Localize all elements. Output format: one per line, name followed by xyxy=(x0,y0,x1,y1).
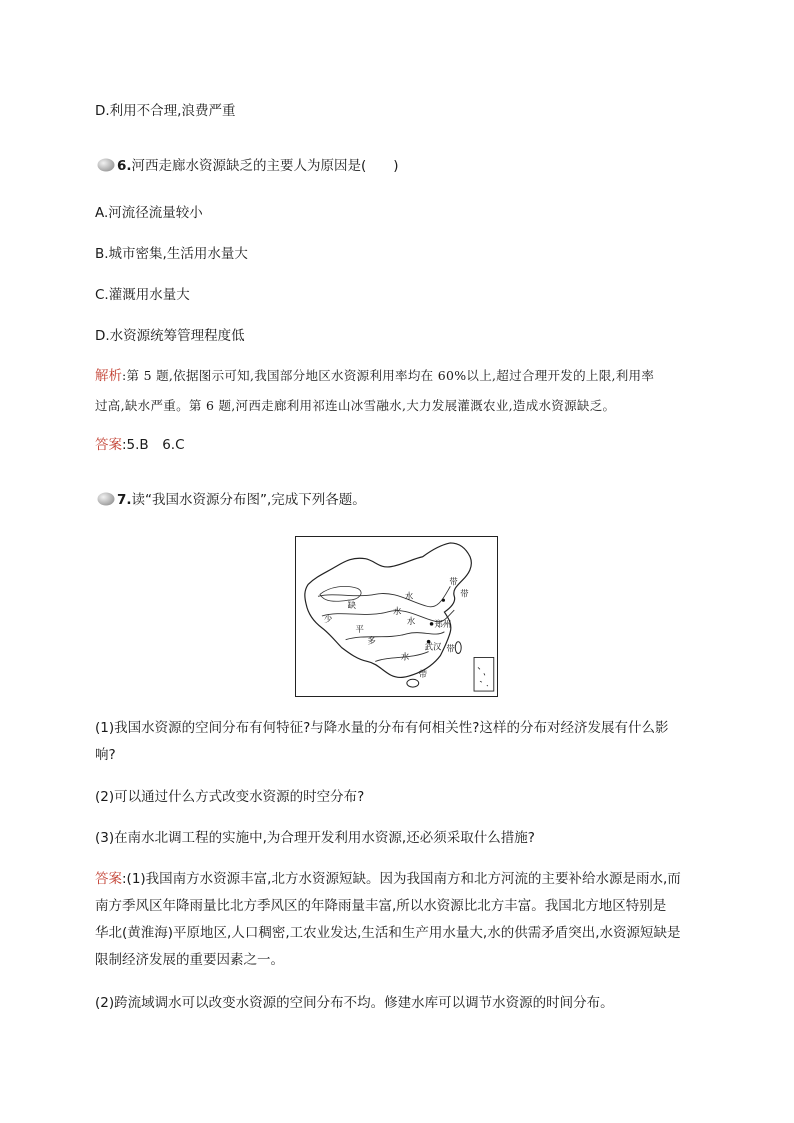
q6-option-d: D.水资源统筹管理程度低 xyxy=(95,328,245,344)
q7-sub3: (3)在南水北调工程的实施中,为合理开发利用水资源,还必须采取什么措施? xyxy=(95,830,535,846)
q6-stem-line xyxy=(97,157,399,175)
q7-sub2: (2)可以通过什么方式改变水资源的时空分布? xyxy=(95,789,365,805)
answer-7-text-1: :(1)我国南方水资源丰富,北方水资源短缺。因为我国南方和北方河流的主要补给水源是雨水,而 xyxy=(122,871,681,887)
answer-7-line-3: 华北(黄淮海)平原地区,人口稠密,工农业发达,生活和生产用水量大,水的供需矛盾突出,水资源短缺是 xyxy=(95,925,681,941)
q6-option-b: B.城市密集,生活用水量大 xyxy=(95,246,248,262)
map-label-shui-1: 水 xyxy=(404,591,414,602)
explanation-text-1: :第 5 题,依据图示可知,我国部分地区水资源利用率均在 60%以上,超过合理开发的上限,利用率 xyxy=(122,368,655,383)
q7-number: 7. xyxy=(117,492,132,508)
map-label-dai-1: 带 xyxy=(449,576,458,587)
answer-7-label: 答案 xyxy=(95,871,122,887)
map-label-zhengzhou: 郑州 xyxy=(434,618,452,629)
china-outline xyxy=(305,543,472,680)
map-label-dai-2: 带 xyxy=(460,588,469,599)
answer-56-label: 答案 xyxy=(95,437,122,453)
zhengzhou-marker xyxy=(430,622,434,626)
q6-stem: 河西走廊水资源缺乏的主要人为原因是( ) xyxy=(131,158,399,174)
explanation-line-2: 过高,缺水严重。第 6 题,河西走廊利用祁连山冰雪融水,大力发展灌溉农业,造成水资源缺乏。 xyxy=(95,398,616,413)
map-label-dai-3: 带 xyxy=(446,643,455,654)
inner-region xyxy=(320,586,361,601)
map-label-wuhan: 武汉 xyxy=(424,641,442,652)
answer-7-line-4: 限制经济发展的重要因素之一。 xyxy=(95,952,284,968)
map-label-shui-4: 水 xyxy=(400,651,410,662)
answer-7-line-2: 南方季风区年降雨量比北方季风区的年降雨量丰富,所以水资源比北方丰富。我国北方地区特别是 xyxy=(95,898,667,914)
map-label-que: 缺 xyxy=(347,600,356,611)
hainan-island xyxy=(407,679,419,687)
map-label-shui-2: 水 xyxy=(393,606,402,617)
question-marker-icon xyxy=(97,492,115,506)
answer-7-line-5: (2)跨流域调水可以改变水资源的空间分布不均。修建水库可以调节水资源的时间分布。 xyxy=(95,995,614,1011)
question-marker-icon xyxy=(97,158,115,172)
map-label-shao: 少 xyxy=(323,613,333,624)
map-label-dai-4: 带 xyxy=(418,669,428,680)
map-label-shui-3: 水 xyxy=(406,615,416,626)
beijing-marker xyxy=(442,599,445,602)
water-resource-map xyxy=(295,536,498,697)
map-label-duo: 多 xyxy=(367,635,376,646)
south-sea-inset xyxy=(474,657,494,691)
belt-line-1 xyxy=(318,586,450,606)
map-label-ping: 平 xyxy=(355,623,364,634)
q6-option-c: C.灌溉用水量大 xyxy=(95,287,190,303)
q7-sub1-line-2: 响? xyxy=(95,747,116,763)
explanation-line-1 xyxy=(95,367,654,385)
explanation-label: 解析 xyxy=(95,368,122,384)
answer-56-line xyxy=(95,436,185,454)
q6-number: 6. xyxy=(117,158,132,174)
q6-option-a: A.河流径流量较小 xyxy=(95,205,203,221)
answer-7-line-1 xyxy=(95,870,681,888)
answer-56-text: :5.B 6.C xyxy=(122,437,185,453)
q7-stem-line xyxy=(97,491,366,509)
q7-stem: 读“我国水资源分布图”,完成下列各题。 xyxy=(131,492,366,508)
china-map-figure xyxy=(296,537,497,696)
q7-sub1-line-1: (1)我国水资源的空间分布有何特征?与降水量的分布有何相关性?这样的分布对经济发展有什么影 xyxy=(95,720,669,736)
taiwan-island xyxy=(455,642,461,654)
q5-option-d: D.利用不合理,浪费严重 xyxy=(95,103,236,119)
